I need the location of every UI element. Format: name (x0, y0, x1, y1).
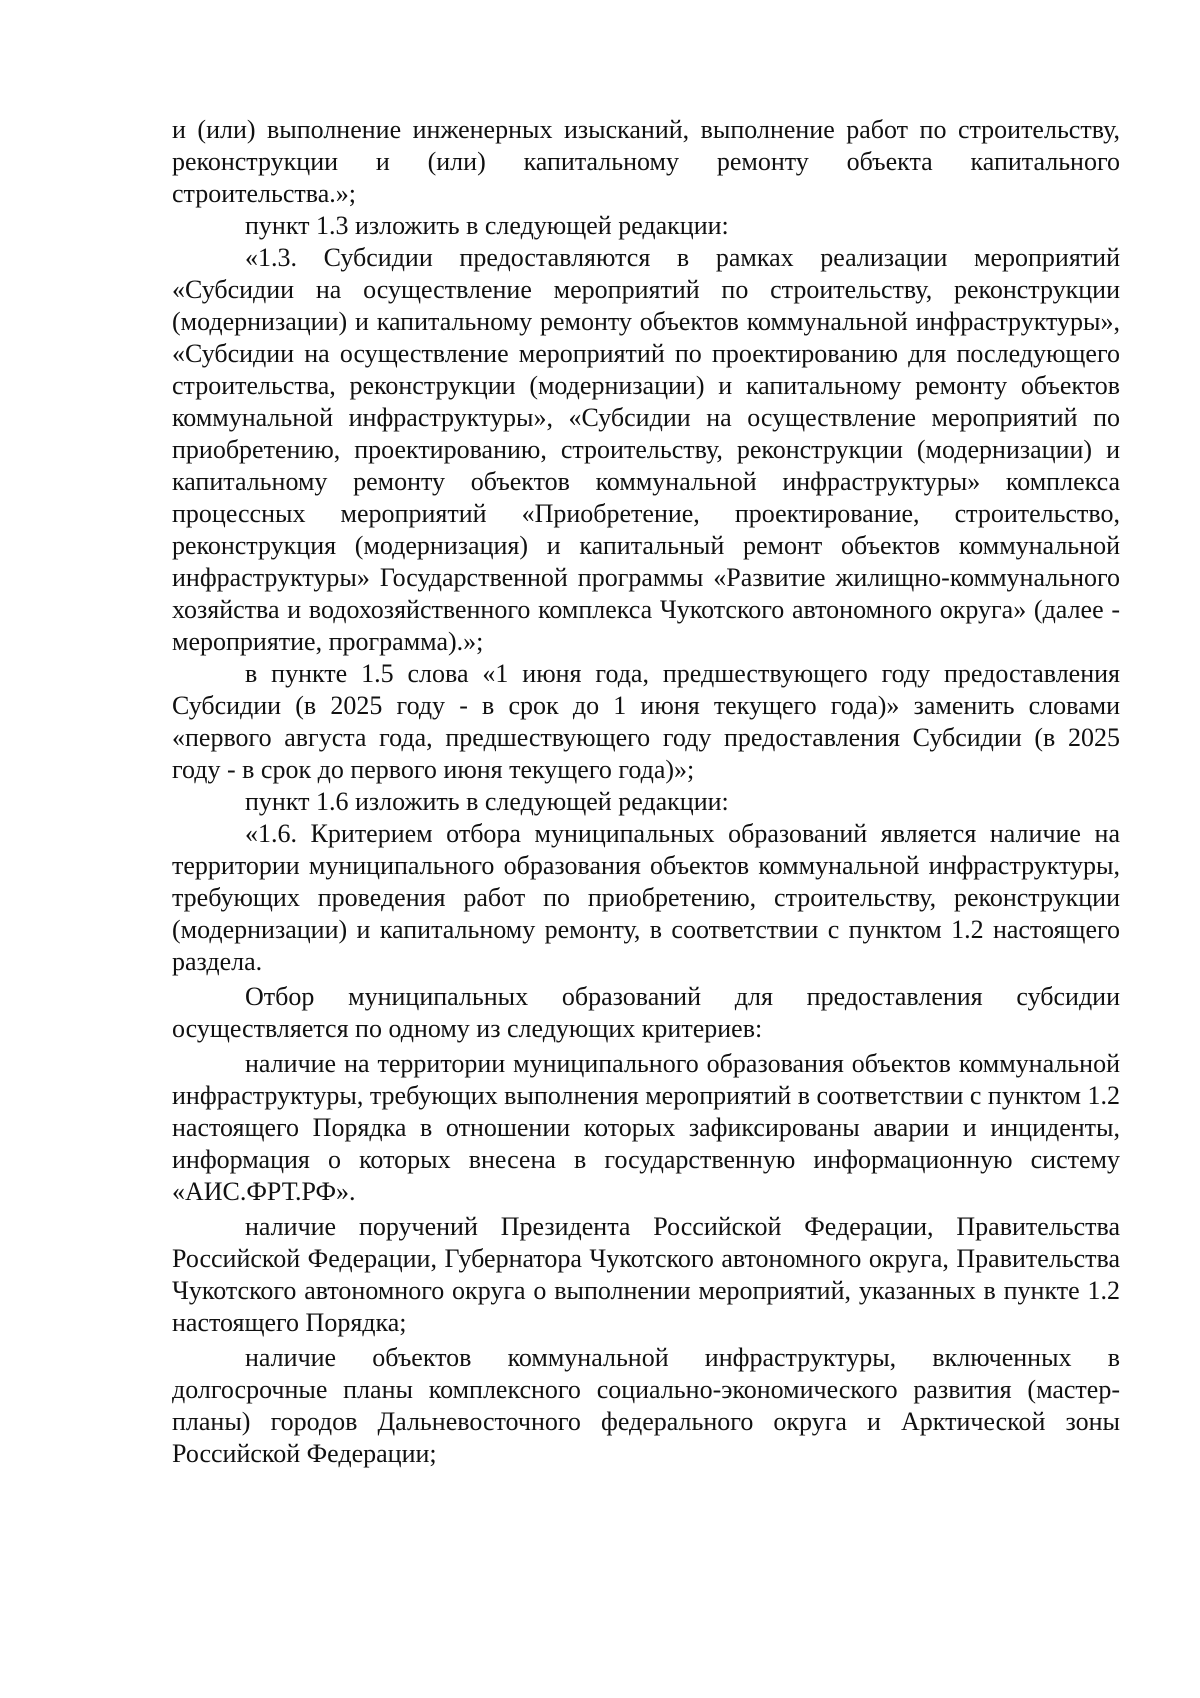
paragraph-continuation: и (или) выполнение инженерных изысканий, выполнение работ по строительству, реконструкции и (или) капитальному ремонту объекта капитального строительства.»; (172, 115, 1120, 208)
paragraph-clause-1-6-text: «1.6. Критерием отбора муниципальных образований является наличие на территории муниципального образования объектов коммунальной инфраструктуры, требующих проведения работ по приобретению, строительству, реконструкции (модернизации) и капитальному ремонту, в соответствии с пунктом 1.2 настоящего раздела. (172, 819, 1120, 976)
paragraph-criterion-accidents: наличие на территории муниципального образования объектов коммунальной инфраструктуры, требующих выполнения мероприятий в соответствии с пунктом 1.2 настоящего Порядка в отношении которых зафиксированы аварии и инциденты, информация о которых внесена в государственную информационную систему «АИС.ФРТ.РФ». (172, 1049, 1121, 1206)
paragraph-clause-1-3-intro: пункт 1.3 изложить в следующей редакции: (245, 211, 729, 240)
paragraph-criterion-master-plans: наличие объектов коммунальной инфраструктуры, включенных в долгосрочные планы комплексного социально-экономического развития (мастер-планы) городов Дальневосточного федерального округа и Арктической зоны Российской Федерации; (172, 1343, 1120, 1468)
paragraph-criterion-instructions: наличие поручений Президента Российской Федерации, Правительства Российской Федерации, Губернатора Чукотского автономного округа, Правительства Чукотского автономного округа о выполнении мероприятий, указанных в пункте 1.2 настоящего Порядка; (172, 1212, 1120, 1337)
document-page (172, 114, 1120, 1470)
paragraph-clause-1-3-text: «1.3. Субсидии предоставляются в рамках реализации мероприятий «Субсидии на осуществление мероприятий по строительству, реконструкции (модернизации) и капитальному ремонту объектов коммунальной инфраструктуры», «Субсидии на осуществление мероприятий по проектированию для последующего строительства, реконструкции (модернизации) и капитальному ремонту объектов коммунальной инфраструктуры», «Субсидии на осуществление мероприятий по приобретению, проектированию, строительству, реконструкции (модернизации) и капитальному ремонту объектов коммунальной инфраструктуры» комплекса процессных мероприятий «Приобретение, проектирование, строительство, реконструкция (модернизация) и капитальный ремонт объектов коммунальной инфраструктуры» Государственной программы «Развитие жилищно-коммунального хозяйства и водохозяйственного комплекса Чукотского автономного округа» (далее - мероприятие, программа).»; (172, 243, 1120, 656)
paragraph-clause-1-5: в пункте 1.5 слова «1 июня года, предшествующего году предоставления Субсидии (в 2025 году - в срок до 1 июня текущего года)» заменить словами «первого августа года, предшествующего году предоставления Субсидии (в 2025 году - в срок до первого июня текущего года)»; (172, 659, 1120, 784)
paragraph-clause-1-6-intro: пункт 1.6 изложить в следующей редакции: (245, 787, 729, 816)
paragraph-selection-criteria: Отбор муниципальных образований для предоставления субсидии осуществляется по одному из следующих критериев: (172, 982, 1120, 1043)
